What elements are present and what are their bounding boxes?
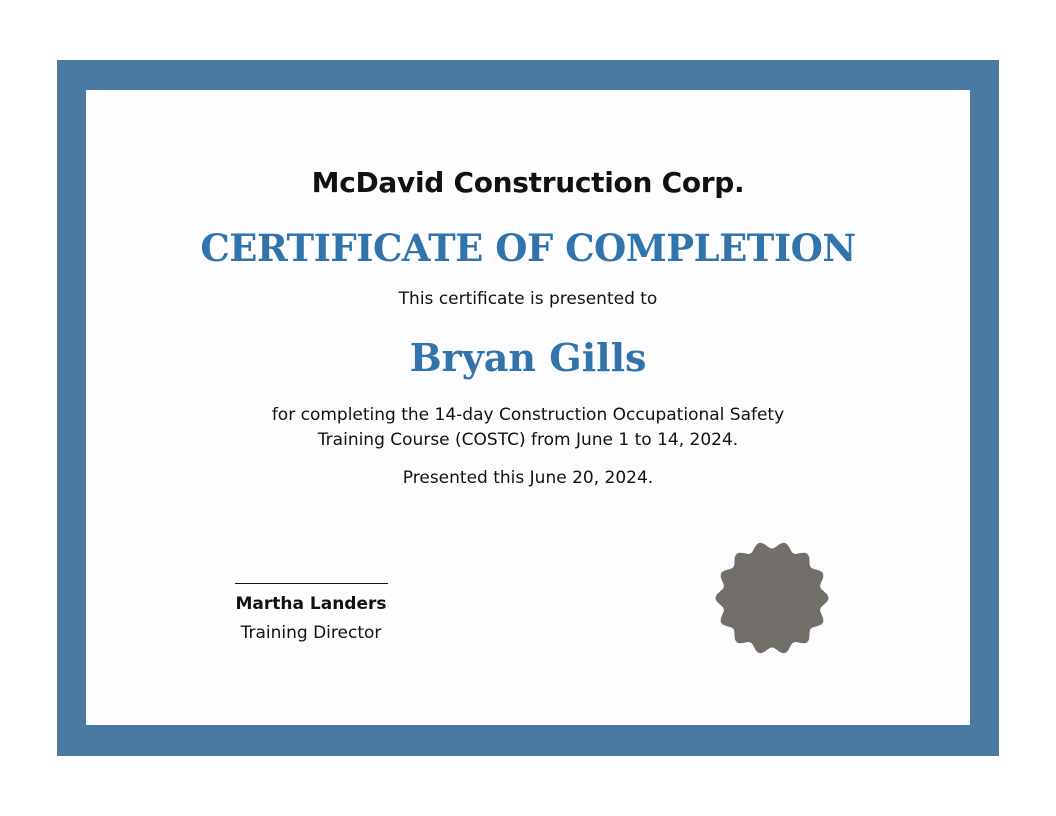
- signatory-name: Martha Landers: [235, 594, 387, 614]
- presented-to-text: This certificate is presented to: [398, 289, 658, 309]
- course-description-line-1: for completing the 14-day Construction Occupational Safety: [271, 405, 785, 425]
- presented-date: Presented this June 20, 2024.: [402, 468, 654, 488]
- company-name: McDavid Construction Corp.: [311, 166, 745, 199]
- seal-icon: [715, 541, 829, 655]
- signatory-title: Training Director: [240, 623, 382, 643]
- course-description-line-2: Training Course (COSTC) from June 1 to 14, 2024.: [317, 430, 739, 450]
- course-description: [0, 403, 1056, 453]
- signature-line: [235, 583, 388, 584]
- recipient-name: Bryan Gills: [409, 335, 647, 380]
- seal-shape: [716, 543, 829, 653]
- certificate-title: CERTIFICATE OF COMPLETION: [200, 226, 856, 270]
